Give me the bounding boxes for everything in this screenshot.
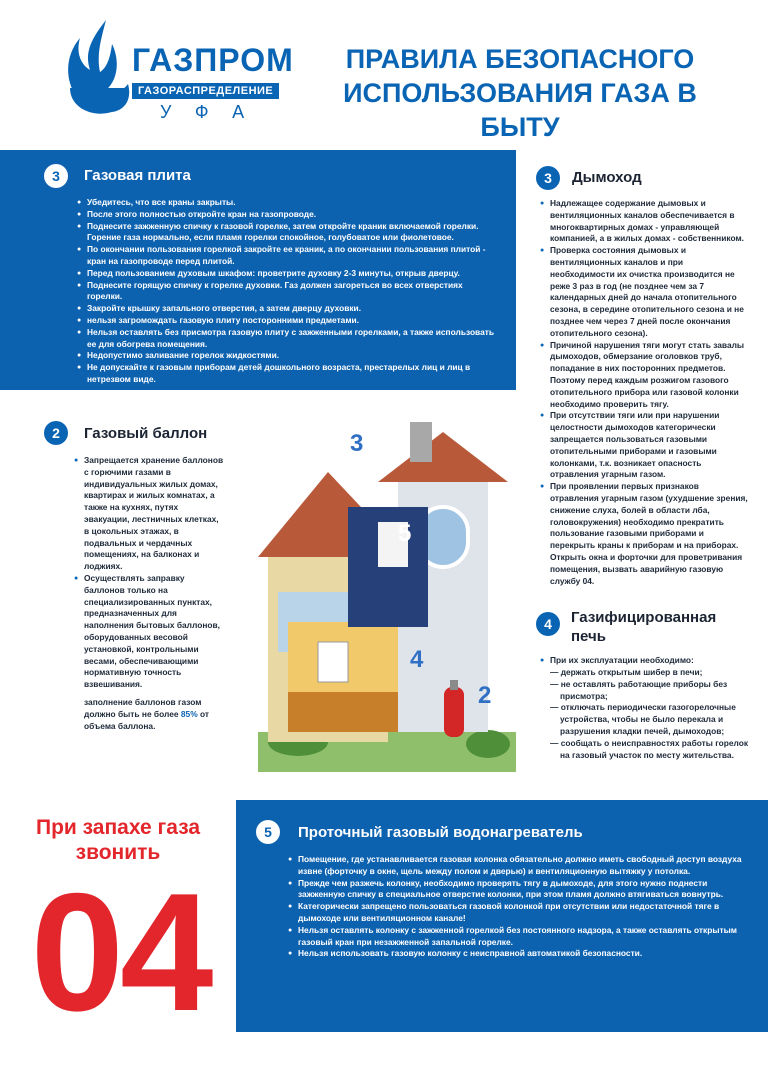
list-item: ● Помещение, где устанавливается газовая колонка обязательно должно иметь свободный доступ воздуха извне (форточку в окне, щель между полом и дверью) и вентиляционную вытяжку у потолка. xyxy=(288,854,748,878)
house-label-4: 4 xyxy=(410,646,424,673)
list-item: ● Не допускайте к газовым приборам детей дошкольного возраста, престарелых лиц и лиц в нетрезвом виде. xyxy=(77,362,497,386)
furnace-title xyxy=(571,608,716,646)
house-label-1: 1 xyxy=(330,642,344,669)
list-item: ● Недопустимо заливание горелок жидкостями. xyxy=(77,350,497,362)
emergency-line2: звонить xyxy=(75,841,161,864)
fill-note-prefix: заполнение баллонов газом должно быть не более xyxy=(84,697,202,719)
list-item: ● Нельзя использовать газовую колонку с неисправной автоматикой безопасности. xyxy=(288,948,748,960)
list-item: ● При их эксплуатации необходимо: xyxy=(540,655,750,667)
gas-stove-rules-list xyxy=(77,197,497,386)
page-title xyxy=(300,42,740,144)
gas-cylinder-rules-list xyxy=(74,455,224,691)
list-item: ● После этого полностью откройте кран на газопроводе. xyxy=(77,209,497,221)
gas-cylinder-fill-note xyxy=(84,697,224,732)
list-item: ● Поднесите зажженную спичку к газовой горелке, затем откройте краник включаемой горелки. Горение газа нормально, если пламя горелки спокойное, голубоватое или фиолетовое. xyxy=(77,221,497,245)
list-item: ● Нельзя оставлять без присмотра газовую плиту с зажженными горелками, а также использовать ее для обогрева помещения. xyxy=(77,327,497,351)
house-illustration xyxy=(258,412,516,772)
logo-city: УФА xyxy=(160,102,269,122)
house-label-3: 3 xyxy=(350,430,364,457)
list-item: ● Запрещается хранение баллонов с горючими газами в индивидуальных жилых домах, квартирах и жилых комнатах, а также на кухнях, путях эвакуации, лестничных клетках, в цокольных этажах, в подвальных и чердачных помещениях, на балконах и лоджиях. xyxy=(74,455,224,573)
list-item: ● Нельзя оставлять колонку с зажженной горелкой без постоянного надзора, а также оставлять открытым газовый кран при незажженной запальной горелке. xyxy=(288,925,748,949)
list-item: — отключать периодически газогорелочные устройства, чтобы не было перекала и разрушения кладки печей, дымоходов; xyxy=(550,702,736,736)
furnace-number-badge: 4 xyxy=(536,612,560,636)
emergency-phone-number: 04 xyxy=(30,858,210,1046)
list-item: ● Проверка состояния дымовых и вентиляционных каналов и при необходимости их очистка производится не реже 3 раз в год (не позднее чем за 7 календарных дней до начала отопительного сезона, в середине отопительного сезона и не позднее чем через 7 дней после окончания отопительного сезона). xyxy=(540,245,750,339)
page-title-line2: ИСПОЛЬЗОВАНИЯ ГАЗА В БЫТУ xyxy=(343,78,697,142)
list-item: — держать открытым шибер в печи; xyxy=(550,667,703,677)
gas-cylinder-title: Газовый баллон xyxy=(84,425,208,442)
page-title-line1: ПРАВИЛА БЕЗОПАСНОГО xyxy=(345,44,695,74)
water-heater-rules-list xyxy=(288,854,748,960)
gazprom-flame-icon xyxy=(62,18,132,128)
water-heater-number-badge: 5 xyxy=(256,820,280,844)
gas-stove-title: Газовая плита xyxy=(84,167,191,184)
logo-name: ГАЗПРОМ xyxy=(132,42,294,78)
fill-note-suffix: от объема баллона. xyxy=(84,708,209,731)
house-label-2: 2 xyxy=(478,682,492,709)
logo-subtitle: ГАЗОРАСПРЕДЕЛЕНИЕ xyxy=(132,83,279,99)
list-item: ● нельзя загромождать газовую плиту посторонними предметами. xyxy=(77,315,497,327)
furnace-intro xyxy=(540,655,750,667)
fill-note-value: 85% xyxy=(180,708,198,719)
furnace-rules-list xyxy=(550,667,750,761)
house-drawing xyxy=(258,412,516,772)
list-item: ● Закройте крышку запального отверстия, а затем дверцу духовки. xyxy=(77,303,497,315)
list-item: — не оставлять работающие приборы без присмотра; xyxy=(550,678,728,701)
list-item: ● Категорически запрещено пользоваться газовой колонкой при отсутствии или недостаточной тяге в дымоходе или вентиляционном канале! xyxy=(288,901,748,925)
list-item: ● При отсутствии тяги или при нарушении целостности дымоходов категорически запрещается пользоваться газовыми отопительными приборами и газовыми колонками, т.к. возникает опасность отравления угарным газом. xyxy=(540,410,750,481)
chimney-title: Дымоход xyxy=(572,169,642,186)
list-item: ● Причиной нарушения тяги могут стать завалы дымоходов, обмерзание оголовков труб, попадание в них посторонних предметов. Поэтому перед каждым розжигом газового отопительного прибора или газовой колонки необходимо проверить тягу. xyxy=(540,340,750,411)
chimney-rules-list xyxy=(540,198,750,587)
list-item: ● Перед пользованием духовым шкафом: проветрите духовку 2-3 минуты, открыв дверцу. xyxy=(77,268,497,280)
list-item: ● Убедитесь, что все краны закрыты. xyxy=(77,197,497,209)
furnace-title-line2: печь xyxy=(571,628,606,645)
furnace-title-line1: Газифицированная xyxy=(571,609,717,626)
list-item: ● Поднесите горящую спичку к горелке духовки. Газ должен загореться во всех отверстиях горелки. xyxy=(77,280,497,304)
gas-stove-panel xyxy=(0,150,516,390)
water-heater-title: Проточный газовый водонагреватель xyxy=(298,824,583,841)
water-heater-panel xyxy=(236,800,768,1032)
gas-stove-number-badge: 3 xyxy=(44,164,68,188)
list-item: ● Прежде чем разжечь колонку, необходимо проверять тягу в дымоходе, для этого нужно поднести зажженную спичку в специальное отверстие колонки, при этом пламя должно втягиваться вовнутрь. xyxy=(288,878,748,902)
gas-cylinder-number-badge: 2 xyxy=(44,421,68,445)
list-item: — сообщать о неисправностях работы горелок на газовый участок по месту жительства. xyxy=(550,737,749,760)
list-item: ● Надлежащее содержание дымовых и вентиляционных каналов обеспечивается в многоквартирных домах - управляющей компанией, а в жилых домах - собственником. xyxy=(540,198,750,245)
list-item: ● При проявлении первых признаков отравления угарным газом (ухудшение зрения, снижение слуха, болей в области лба, головокружения) необходимо прекратить пользование газовыми приборами и перекрыть краны к приборам и на приборах. Открыть окна и форточки для проветривания помещения, вызвать аварийную газовую службу 04. xyxy=(540,481,750,587)
emergency-line1: При запахе газа xyxy=(35,816,201,839)
list-item: ● По окончании пользования горелкой закройте ее краник, а по окончании пользования плитой - кран на газопроводе перед плитой. xyxy=(77,244,497,268)
gazprom-logo xyxy=(62,18,294,128)
chimney-number-badge: 3 xyxy=(536,166,560,190)
house-label-5: 5 xyxy=(398,520,412,547)
list-item: ● Осуществлять заправку баллонов только на специализированных пунктах, предназначенных для наполнения бытовых баллонов, оборудованных весовой установкой, контрольными весами, обеспечивающими нормативную точность взвешивания. xyxy=(74,573,224,691)
